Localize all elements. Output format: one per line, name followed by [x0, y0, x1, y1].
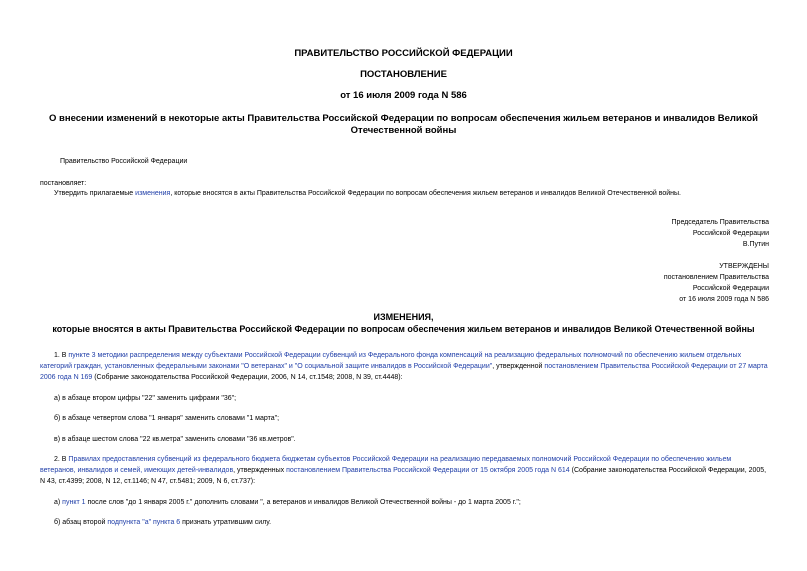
item-c-1: в) в абзаце шестом слова "22 кв.метра" заменить словами "36 кв.метров". [54, 436, 296, 443]
subpoint-6a-link[interactable]: подпункта "а" пункта 6 [107, 519, 181, 526]
text-segment: 2. В [54, 456, 69, 463]
text-segment: б) абзац второй [54, 519, 108, 526]
changes-subheading: которые вносятся в акты Правительства Российской Федерации по вопросам обеспечения жильем ветеранов и инвалидов Великой Отечественной войны [52, 324, 755, 334]
item-b-2 [54, 517, 271, 528]
document-date-number: от 16 июля 2009 года N 586 [340, 90, 467, 101]
paragraph-1 [40, 350, 768, 383]
item-a-2 [54, 497, 521, 508]
changes-heading: ИЗМЕНЕНИЯ, [373, 312, 434, 322]
text-segment: , утвержденных [233, 467, 287, 474]
approved-line: от 16 июля 2009 года N 586 [679, 296, 769, 303]
government-name: ПРАВИТЕЛЬСТВО РОССИЙСКОЙ ФЕДЕРАЦИИ [294, 48, 513, 59]
signature-line: Российской Федерации [692, 230, 769, 237]
item-b-1: б) в абзаце четвертом слова "1 января" заменить словами "1 марта"; [54, 415, 280, 422]
signature-name: В.Путин [742, 241, 769, 248]
text-segment: (Собрание законодательства Российской Федерации, 2005, N 43, ст.4399; 2008, N 12, ст.1146; N 47, ст.5481; 2009, N 6, ст.737): [40, 467, 767, 485]
approved-line: Российской Федерации [692, 285, 769, 292]
approved-line: постановлением Правительства [663, 274, 769, 281]
approved-block [664, 261, 769, 305]
document-type: ПОСТАНОВЛЕНИЕ [360, 69, 447, 80]
approve-text-pre: Утвердить прилагаемые [54, 190, 136, 197]
signature-block [672, 217, 769, 250]
text-segment: после слов "до 1 января 2005 г." дополнить словами ", а ветеранов и инвалидов Великой Отечественной войны - до 1 марта 2005 г."; [85, 499, 521, 506]
methodology-link[interactable]: пункте 3 методики распределения между субъектами Российской Федерации субвенций из Федерального фонда компенсаций на реализацию федеральных полномочий по обеспечению жильем отдельных категорий граждан, установленных федеральными законами "О ветеранах" и "О социальной защите инвалидов в Российской Федерации" [40, 352, 742, 370]
text-segment: 1. В [54, 352, 69, 359]
approve-text-post: , которые вносятся в акты Правительства Российской Федерации по вопросам обеспечения жильем ветеранов и инвалидов Великой Отечественной войны. [170, 190, 681, 197]
text-segment: признать утратившим силу. [180, 519, 272, 526]
approved-line: УТВЕРЖДЕНЫ [719, 263, 769, 270]
text-segment: (Собрание законодательства Российской Федерации, 2006, N 14, ст.1548; 2008, N 39, ст.4448): [92, 374, 403, 381]
decrees-text: постановляет: [40, 180, 87, 187]
rules-link[interactable]: Правилах предоставления субвенций из федерального бюджета бюджетам субъектов Российской Федерации на реализацию передаваемых полномочий Российской Федерации по обеспечению жильем ветеранов, инвалидов и семей, имеющих детей-инвалидов [40, 456, 732, 474]
text-segment: , утвержденной [492, 363, 545, 370]
item-a-1: а) в абзаце втором цифры "22" заменить цифрами "36"; [54, 395, 237, 402]
paragraph-2 [40, 454, 768, 487]
text-segment: а) [54, 499, 63, 506]
changes-link[interactable]: изменения [135, 190, 171, 197]
approve-paragraph [54, 188, 681, 199]
decree-169-link[interactable]: постановлением Правительства Российской Федерации от 27 марта 2006 года N 169 [40, 363, 768, 381]
document-title: О внесении изменений в некоторые акты Правительства Российской Федерации по вопросам обеспечения жильем ветеранов и инвалидов Великой Отечественной войны [48, 113, 759, 136]
point-1-link[interactable]: пункт 1 [62, 499, 86, 506]
signature-line: Председатель Правительства [671, 219, 769, 226]
decree-614-link[interactable]: постановлением Правительства Российской Федерации от 15 октября 2005 года N 614 [286, 467, 570, 474]
issuer-text: Правительство Российской Федерации [60, 158, 188, 165]
